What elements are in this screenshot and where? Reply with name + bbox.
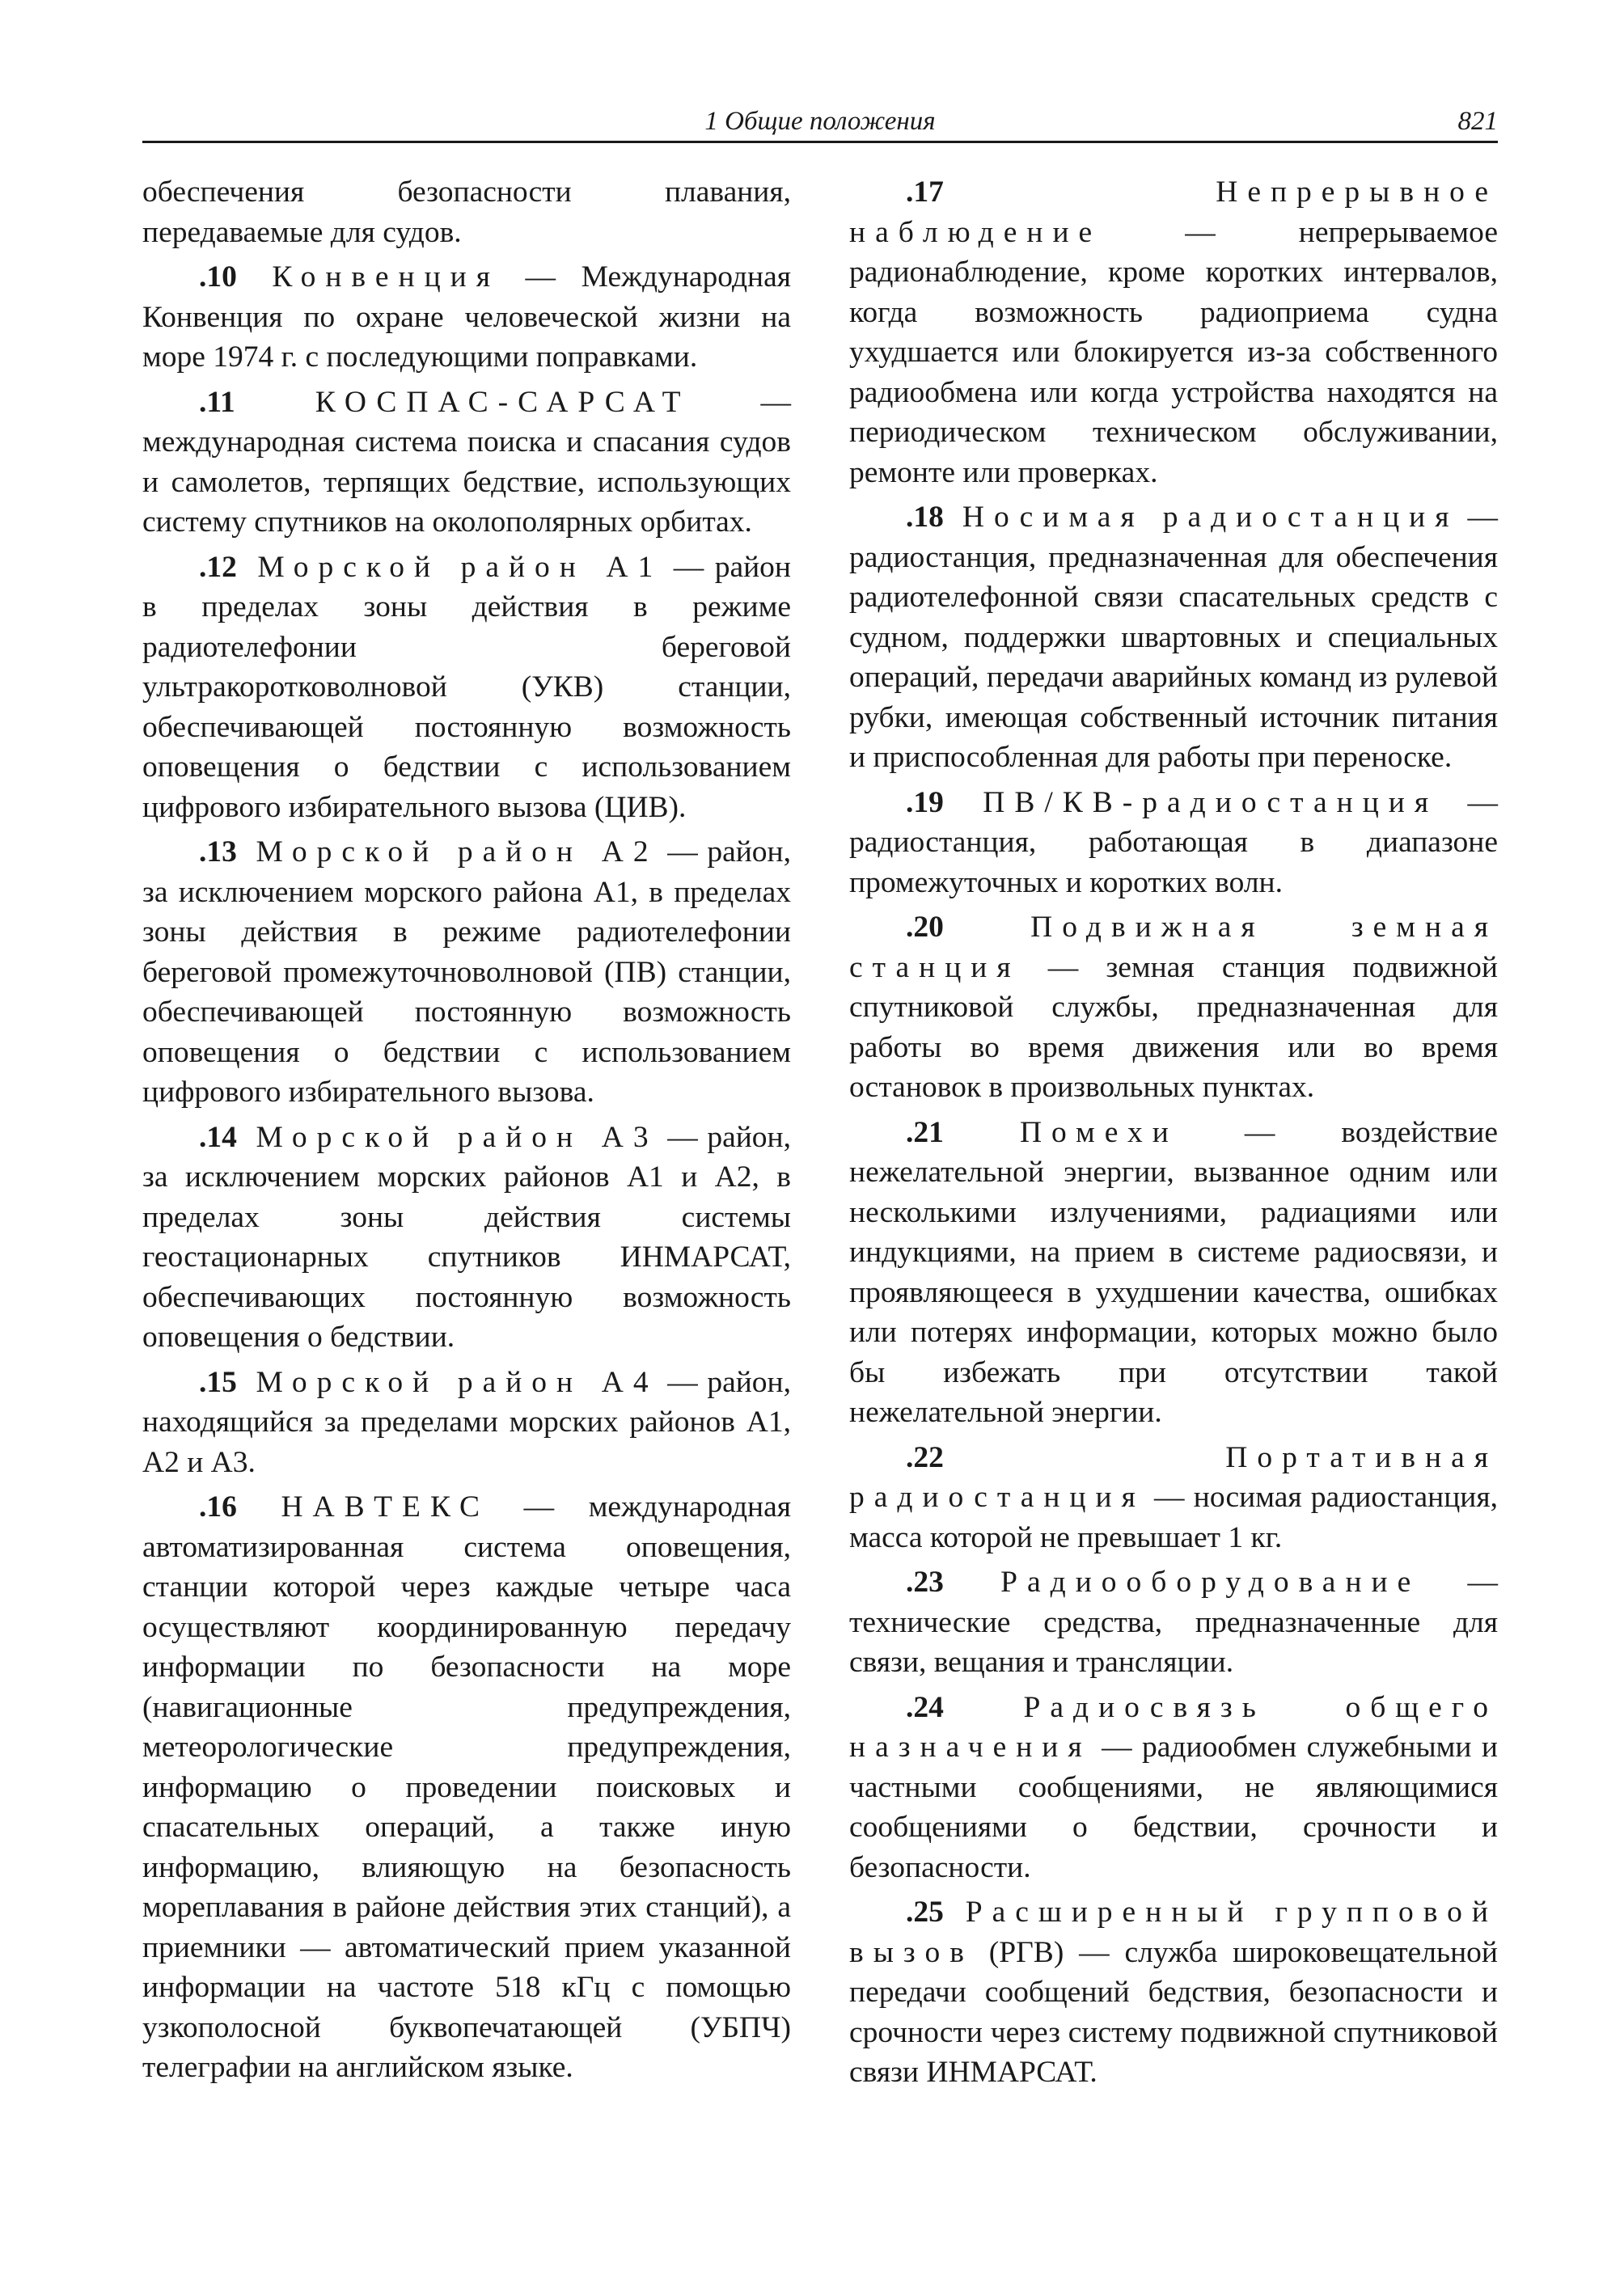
definition-entry <box>142 1363 791 1483</box>
left-entries <box>142 257 791 2088</box>
left-column <box>142 172 791 2093</box>
definition-entry <box>142 1118 791 1358</box>
entry-number: .20 <box>906 911 944 944</box>
continuation-text: обеспечения безопасности плавания, передаваемые для судов. <box>142 175 791 249</box>
entry-definition: — земная станция подвижной спутниковой службы, предназначенная для работы во время движения или во время остановок в произвольных пунктах. <box>849 950 1498 1104</box>
entry-term: Радиосвязь общего назначения <box>849 1690 1498 1764</box>
entry-term: Расширенный групповой вызов <box>849 1896 1498 1969</box>
entry-term: НАВТЕКС <box>236 1490 490 1524</box>
right-entries <box>849 172 1498 2093</box>
entry-number: .19 <box>906 785 944 819</box>
definition-entry <box>849 1113 1498 1433</box>
entry-term: Морской район А4 <box>236 1365 658 1399</box>
entry-definition: — радиообмен служебными и частными сообщениями, не являющимися сообщениями о бедствии, срочности и безопасности. <box>849 1731 1498 1884</box>
definition-entry <box>849 1562 1498 1683</box>
entry-number: .18 <box>906 501 944 534</box>
definition-entry <box>849 1438 1498 1558</box>
definition-entry <box>849 783 1498 903</box>
entry-number: .22 <box>906 1440 944 1474</box>
entry-number: .13 <box>199 835 237 869</box>
entry-term: Помехи <box>943 1115 1178 1149</box>
entry-definition: — международная система поиска и спасания судов и самолетов, терпящих бедствие, использующих систему спутников на околополярных орбитах. <box>142 385 791 539</box>
entry-number: .14 <box>199 1120 237 1154</box>
definition-entry <box>142 1487 791 2088</box>
definition-entry <box>849 497 1498 778</box>
entry-definition: — носимая радиостанция, масса которой не превышает 1 кг. <box>849 1481 1498 1554</box>
entry-number: .10 <box>199 260 237 294</box>
entry-number: .23 <box>906 1566 944 1599</box>
right-column <box>849 172 1498 2098</box>
page-header <box>142 107 1498 141</box>
definition-entry <box>849 1688 1498 1888</box>
entry-term: Радиооборудование <box>943 1566 1421 1599</box>
entry-term: ПВ/КВ-радиостанция <box>943 785 1439 819</box>
entry-number: .12 <box>199 550 237 584</box>
entry-definition: — радиостанция, предназначенная для обеспечения радиотелефонной связи спасательных средств с судном, поддержки швартовных и специальных операций, передачи аварийных команд из рулевой рубки, имеющая собственный источник питания и приспособленная для работы при переноске. <box>849 501 1498 774</box>
entry-definition: — район, за исключением морского района А1, в пределах зоны действия в режиме радиотелефонии береговой промежуточноволновой (ПВ) станции, обеспечивающей постоянную возможность оповещения о бедствии с использованием цифрового избирательного вызова. <box>142 835 791 1109</box>
definition-entry <box>849 1892 1498 2093</box>
entry-number: .21 <box>906 1115 944 1149</box>
entry-term: Портативная радиостанция <box>849 1440 1498 1514</box>
entry-number: .16 <box>199 1490 237 1524</box>
entry-definition: — воздействие нежелательной энергии, вызванное одним или несколькими излучениями, радиациями или индукциями, на прием в системе радиосвязи, и проявляющееся в ухудшении качества, ошибках или потерях информации, которых можно было бы избежать при отсутствии такой нежелательной энергии. <box>849 1115 1498 1429</box>
section-title: 1 Общие положения <box>704 107 936 136</box>
entry-term: Морской район А3 <box>236 1120 658 1154</box>
entry-number: .24 <box>906 1690 944 1724</box>
entry-term: КОСПАС-САРСАТ <box>235 385 691 419</box>
entry-definition: — район в пределах зоны действия в режиме радиотелефонии береговой ультракоротковолновой (УКВ) станции, обеспечивающей постоянную возможность оповещения о бедствии с использованием цифрового избирательного вызова (ЦИВ). <box>142 550 791 824</box>
definition-entry <box>142 547 791 828</box>
entry-number: .17 <box>906 175 944 209</box>
entry-term: Носимая радиостанция <box>943 501 1459 534</box>
definition-entry <box>142 832 791 1113</box>
entry-number: .25 <box>906 1896 944 1929</box>
entry-definition: — непрерываемое радионаблюдение, кроме коротких интервалов, когда возможность радиоприема судна ухудшается или блокируется из-за собственного радиообмена или когда устройства находятся на периодическом техническом обслуживании, ремонте или проверках. <box>849 215 1498 489</box>
entry-definition: — район, за исключением морских районов А1 и А2, в пределах зоны действия системы геостационарных спутников ИНМАРСАТ, обеспечивающих постоянную возможность оповещения о бедствии. <box>142 1120 791 1354</box>
entry-term: Конвенция <box>236 260 500 294</box>
entry-definition: — технические средства, предназначенные для связи, вещания и трансляции. <box>849 1566 1498 1679</box>
definition-entry <box>142 257 791 378</box>
page-number: 821 <box>1457 107 1498 136</box>
entry-number: .11 <box>199 385 235 419</box>
entry-term: Непрерывное наблюдение <box>849 175 1498 249</box>
entry-term: Морской район А2 <box>236 835 658 869</box>
definition-entry <box>849 907 1498 1108</box>
entry-definition: — Международная Конвенция по охране человеческой жизни на море 1974 г. с последующими поправками. <box>142 260 791 374</box>
entry-definition: — международная автоматизированная система оповещения, станции которой через каждые четыре часа осуществляют координированную передачу информации по безопасности на море (навигационные предупреждения, метеорологические предупреждения, информацию о проведении поисковых и спасательных операций, а также иную информацию, влияющую на безопасность мореплавания в районе действия этих станций), а приемники — автоматический прием указанной информации на частоте 518 кГц с помощью узкополосной буквопечатающей (УБПЧ) телеграфии на английском языке. <box>142 1490 791 2084</box>
header-rule <box>142 141 1498 143</box>
definition-entry <box>849 172 1498 492</box>
definition-entry <box>142 383 791 543</box>
entry-definition: (РГВ) — служба широковещательной передачи сообщений бедствия, безопасности и срочности через систему подвижной спутниковой связи ИНМАРСАТ. <box>849 1935 1498 2089</box>
entry-number: .15 <box>199 1365 237 1399</box>
entry-term: Подвижная земная станция <box>849 911 1498 984</box>
entry-term: Морской район А1 <box>236 550 663 584</box>
entry-definition: — радиостанция, работающая в диапазоне промежуточных и коротких волн. <box>849 785 1498 899</box>
entry-definition: — район, находящийся за пределами морских районов А1, А2 и А3. <box>142 1365 791 1479</box>
